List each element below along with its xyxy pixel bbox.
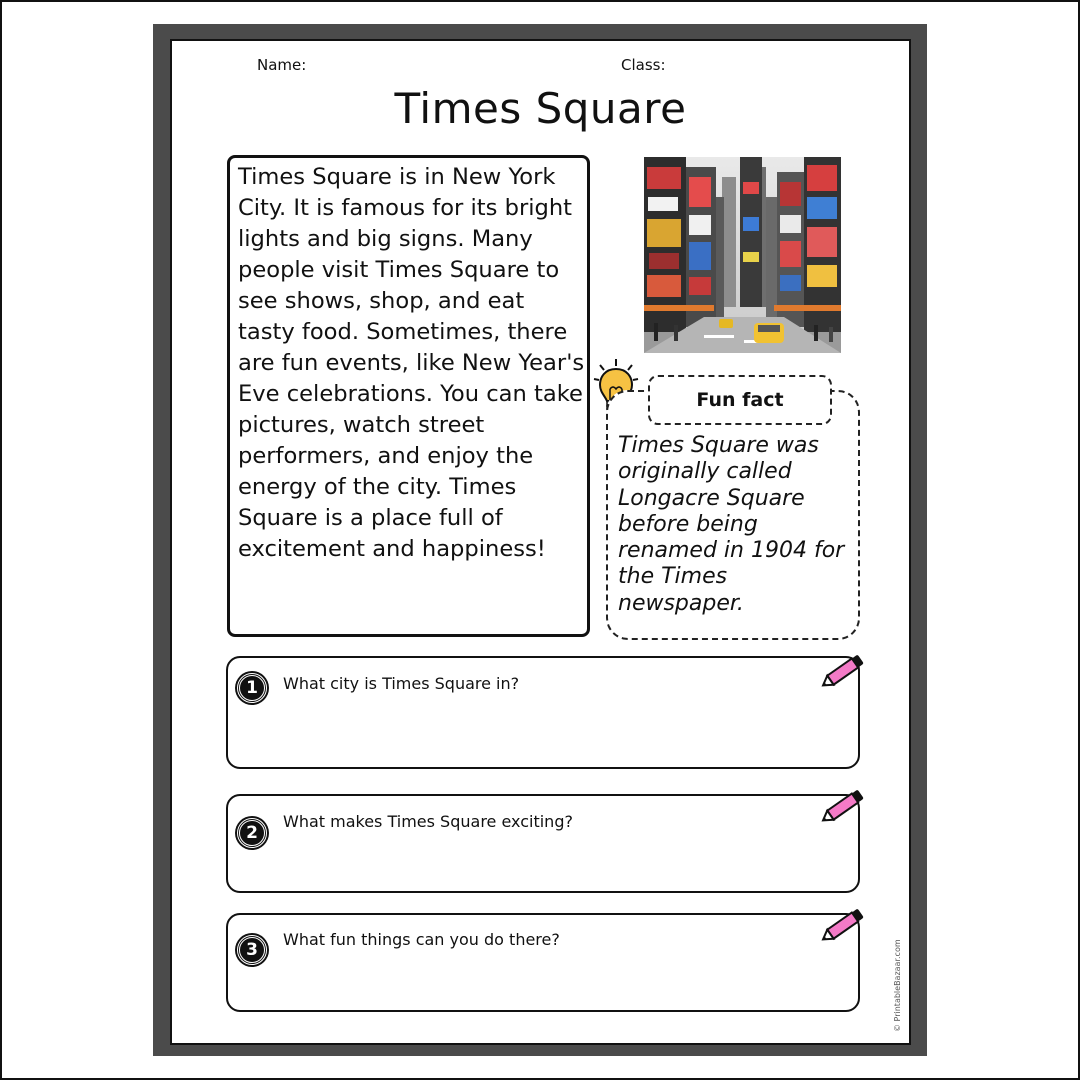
class-label: Class:	[621, 56, 666, 74]
question-2-number-badge: 2	[237, 818, 267, 848]
fun-fact-heading: Fun fact	[648, 375, 832, 425]
question-3-answer-box[interactable]	[226, 913, 860, 1012]
pencil-icon	[818, 904, 868, 948]
question-2-answer-box[interactable]	[226, 794, 860, 893]
question-1-text: What city is Times Square in?	[283, 674, 520, 693]
question-1-number-badge: 1	[237, 673, 267, 703]
question-3-number-badge: 3	[237, 935, 267, 965]
copyright-watermark: © PrintableBazaar.com	[893, 939, 902, 1032]
name-label: Name:	[257, 56, 307, 74]
pencil-icon	[818, 650, 868, 694]
question-1-answer-box[interactable]	[226, 656, 860, 769]
worksheet-title: Times Square	[394, 84, 687, 133]
reading-passage-text: Times Square is in New York City. It is famous for its bright lights and big signs. Many people visit Times Square to see shows, shop, and eat tasty food. Sometimes, there are fun events, like New Year's Eve celebrations. You can take pictures, watch street performers, and enjoy the energy of the city. Times Square is a place full of excitement and happiness!	[238, 164, 585, 562]
question-3-text: What fun things can you do there?	[283, 930, 560, 949]
fun-fact-text: Times Square was originally called Longacre Square before being renamed in 1904 for the Times newspaper.	[618, 433, 845, 616]
question-2-text: What makes Times Square exciting?	[283, 812, 573, 831]
times-square-photo	[644, 157, 841, 353]
pencil-icon	[818, 785, 868, 829]
